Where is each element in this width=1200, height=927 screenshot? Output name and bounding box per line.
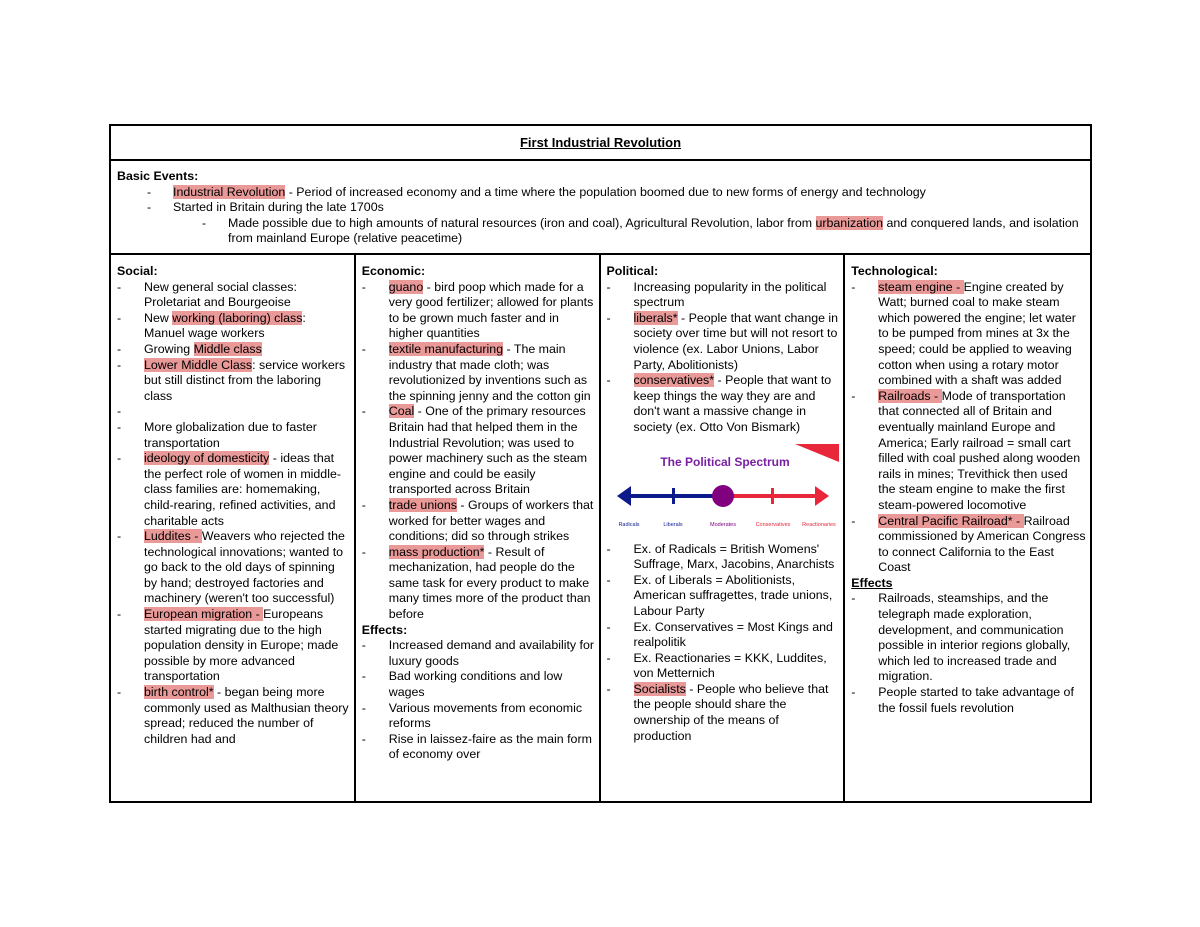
item-text: Europeans started migrating due to the high population density in Europe; made possible by more advanced transportation bbox=[144, 607, 339, 684]
liberals-tick bbox=[672, 488, 675, 504]
economic-effects-heading: Effects: bbox=[361, 622, 408, 637]
item-text: - Period of increased economy and a time where the population boomed due to new forms of energy and technology bbox=[285, 184, 926, 199]
highlight-term: working (laboring) class bbox=[172, 310, 303, 325]
item-text: : service workers but still distinct from the laboring class bbox=[144, 357, 346, 403]
economic-column bbox=[356, 255, 601, 801]
item-text: - Result of mechanization, had people do the same task for every product to make many times more of the product than before bbox=[388, 544, 591, 622]
spectrum-label-radicals: Radicals bbox=[617, 521, 640, 528]
highlight-term: Middle class bbox=[193, 341, 262, 356]
item-text: New bbox=[144, 310, 173, 325]
list-item bbox=[117, 342, 350, 358]
political-spectrum-figure bbox=[607, 442, 839, 534]
list-item bbox=[607, 682, 840, 744]
highlight-term: Railroads - bbox=[878, 388, 942, 403]
item-text: and conquered lands, and isolation from mainland Europe (relative peacetime) bbox=[228, 215, 1079, 246]
item-text: Railroad commissioned by American Congress to connect California to the East Coast bbox=[878, 513, 1086, 575]
list-item bbox=[117, 358, 350, 405]
highlight-term: ideology of domesticity bbox=[144, 451, 270, 466]
item-text: Weavers who rejected the technological innovations; wanted to go back to the old days of spinning by hand; destroyed factories and machinery (weren't too successful) bbox=[144, 529, 345, 606]
page-title: First Industrial Revolution bbox=[519, 135, 682, 150]
item-text: More globalization due to faster transportation bbox=[144, 419, 317, 450]
highlight-term: birth control* bbox=[144, 685, 214, 700]
economic-heading: Economic: bbox=[361, 264, 426, 278]
list-item bbox=[607, 280, 840, 311]
list-item bbox=[607, 651, 840, 682]
highlight-term: liberals* bbox=[633, 310, 678, 325]
list-subitem bbox=[117, 216, 1084, 247]
highlight-term: Coal bbox=[388, 404, 415, 419]
item-text: Increasing popularity in the political spectrum bbox=[633, 279, 827, 310]
list-item bbox=[362, 545, 595, 623]
list-item bbox=[362, 669, 595, 700]
spectrum-label-liberals: Liberals bbox=[662, 521, 683, 528]
political-column bbox=[601, 255, 846, 801]
social-list bbox=[117, 280, 350, 748]
item-text: - ideas that the perfect role of women in middle-class families are: homemaking, child-rearing, refined activities, and charitable acts bbox=[144, 451, 341, 528]
item-text: Bad working conditions and low wages bbox=[388, 669, 563, 700]
list-item bbox=[851, 514, 1086, 576]
list-item bbox=[117, 311, 350, 342]
list-item bbox=[117, 185, 1084, 201]
item-text: People started to take advantage of the fossil fuels revolution bbox=[878, 685, 1074, 715]
list-item bbox=[607, 311, 840, 373]
highlight-term: Luddites - bbox=[144, 529, 202, 544]
basic-events-section bbox=[111, 161, 1090, 255]
list-item bbox=[851, 591, 1086, 685]
list-item bbox=[117, 280, 350, 311]
economic-list bbox=[362, 280, 595, 623]
empty-list-item bbox=[117, 404, 350, 420]
spectrum-label-moderates: Moderates bbox=[709, 521, 736, 528]
list-item bbox=[851, 685, 1086, 716]
item-text: Started in Britain during the late 1700s bbox=[173, 200, 384, 215]
item-text: - One of the primary resources Britain had that helped them in the Industrial Revolution; was used to power machinery such as the steam engine and could be easily transported across Britain bbox=[388, 404, 588, 497]
item-text: - began being more commonly used as Malthusian theory spread; reduced the number of children had and bbox=[144, 685, 349, 746]
item-text: Ex. Conservatives = Most Kings and realpolitik bbox=[633, 619, 833, 650]
highlight-term: Central Pacific Railroad* - bbox=[878, 513, 1024, 528]
list-item bbox=[362, 342, 595, 404]
list-item bbox=[117, 420, 350, 451]
list-item bbox=[117, 607, 350, 685]
technological-list bbox=[851, 280, 1086, 576]
list-item bbox=[362, 404, 595, 498]
highlight-term: textile manufacturing bbox=[388, 341, 504, 356]
highlight-term: Lower Middle Class bbox=[144, 357, 253, 372]
highlight-term: Socialists bbox=[633, 681, 686, 696]
technological-column bbox=[845, 255, 1090, 801]
list-item bbox=[607, 620, 840, 651]
item-text: Ex. Reactionaries = KKK, Luddites, von Metternich bbox=[633, 650, 827, 681]
spectrum-label-conservatives: Conservatives bbox=[755, 521, 790, 528]
list-item bbox=[362, 498, 595, 545]
list-item bbox=[362, 280, 595, 342]
list-item bbox=[362, 638, 595, 669]
basic-events-heading: Basic Events: bbox=[117, 169, 199, 183]
item-text: Rise in laissez-faire as the main form of economy over bbox=[388, 731, 592, 762]
item-text: Increased demand and availability for luxury goods bbox=[388, 638, 595, 668]
list-item bbox=[117, 451, 350, 529]
item-text: Various movements from economic reforms bbox=[388, 700, 583, 731]
list-item bbox=[117, 529, 350, 607]
highlight-term: Industrial Revolution bbox=[173, 184, 286, 199]
item-text: - Groups of workers that worked for better wages and conditions; did so through strikes bbox=[388, 497, 594, 544]
item-text: - bird poop which made for a very good fertilizer; allowed for plants to be grown much faster and in higher quantities bbox=[388, 279, 594, 341]
notes-table bbox=[109, 124, 1092, 803]
highlight-term: trade unions bbox=[388, 497, 457, 512]
category-columns bbox=[111, 255, 1090, 801]
list-item bbox=[851, 280, 1086, 389]
list-item bbox=[851, 389, 1086, 514]
highlight-term: mass production* bbox=[388, 544, 485, 559]
political-examples-list bbox=[607, 542, 840, 745]
corner-banner-shape bbox=[795, 444, 839, 462]
item-text: Ex. of Radicals = British Womens' Suffrage, Marx, Jacobins, Anarchists bbox=[633, 541, 835, 572]
list-item bbox=[117, 200, 1084, 216]
list-item bbox=[117, 685, 350, 747]
item-text: : Manuel wage workers bbox=[144, 310, 306, 341]
item-text: New general social classes: Proletariat and Bourgeoise bbox=[144, 279, 297, 310]
spectrum-right-arrowhead bbox=[815, 486, 829, 506]
social-heading: Social: bbox=[117, 264, 158, 278]
item-text: - People who believe that the people should share the ownership of the means of production bbox=[633, 681, 829, 743]
item-text: Ex. of Liberals = Abolitionists, American suffragettes, trade unions, Labour Party bbox=[633, 572, 833, 618]
item-text: - The main industry that made cloth; was revolutionized by inventions such as the spinning jenny and the cotton gin bbox=[388, 341, 591, 403]
list-item bbox=[362, 701, 595, 732]
highlight-term: European migration - bbox=[144, 607, 264, 622]
technological-effects-heading: Effects bbox=[851, 575, 893, 590]
highlight-term: steam engine - bbox=[878, 279, 964, 294]
basic-events-list bbox=[117, 185, 1084, 247]
list-item bbox=[607, 373, 840, 435]
item-text: Growing bbox=[144, 341, 194, 356]
highlight-term: urbanization bbox=[815, 215, 884, 230]
list-item bbox=[362, 732, 595, 763]
title-row bbox=[111, 126, 1090, 161]
spectrum-label-reactionaries: Reactionaries bbox=[801, 521, 836, 528]
item-text: - People that want to keep things the way they are and don't want a massive change in society (ex. Otto Von Bismark) bbox=[633, 373, 832, 434]
technological-heading: Technological: bbox=[851, 264, 938, 278]
item-text: Mode of transportation that connected all of Britain and eventually mainland Europe and America; Early railroad = small cart filled with coal pushed along wooden rails in mines; Trevithick then used the steam engine to make the first steam-powered locomotive bbox=[878, 388, 1081, 512]
social-column bbox=[111, 255, 356, 801]
moderates-marker bbox=[712, 485, 734, 507]
highlight-term: conservatives* bbox=[633, 373, 715, 388]
conservatives-tick bbox=[771, 488, 774, 504]
list-item bbox=[607, 573, 840, 620]
item-text: Railroads, steamships, and the telegraph made exploration, development, and communication possible in interior regions globally, which led to increased trade and migration. bbox=[878, 591, 1071, 684]
spectrum-left-arrowhead bbox=[617, 486, 631, 506]
political-list bbox=[607, 280, 840, 436]
item-text: - People that want change in society over time but will not resort to violence (ex. Labor Unions, Labor Party, Abolitionists) bbox=[633, 310, 839, 372]
highlight-term: guano bbox=[388, 279, 424, 294]
item-text: Engine created by Watt; burned coal to make steam which powered the engine; let water to be pumped from mines at 3x the speed; could be applied to weaving cotton when using a rotary motor combined with a shaft was added bbox=[878, 279, 1076, 388]
item-text: Made possible due to high amounts of natural resources (iron and coal), Agricultural Revolution, labor from bbox=[228, 215, 816, 230]
political-heading: Political: bbox=[606, 264, 659, 278]
technological-effects-list bbox=[851, 591, 1086, 716]
list-item bbox=[607, 542, 840, 573]
spectrum-title: The Political Spectrum bbox=[659, 454, 790, 469]
economic-effects-list bbox=[362, 638, 595, 763]
